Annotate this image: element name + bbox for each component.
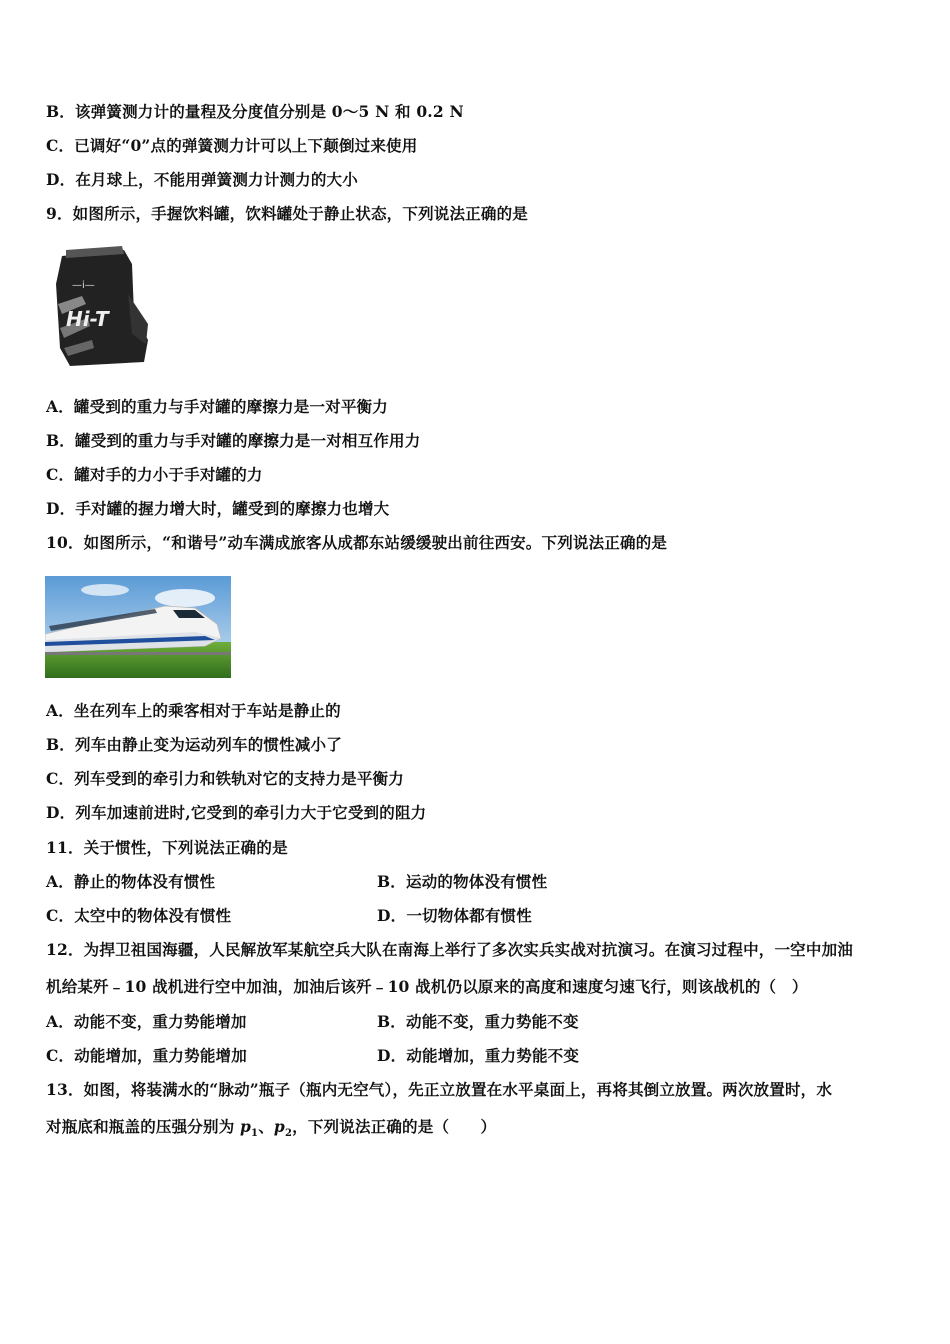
pressure-sub-2: 2 — [284, 1128, 293, 1140]
q13-stem-line-1: 13．如图，将装满水的“脉动”瓶子（瓶内无空气），先正立放置在水平桌面上，再将其倒立放置。两次放置时，水 — [46, 1080, 833, 1099]
q11-option-c: C．太空中的物体没有惯性 — [46, 906, 232, 925]
q12-options-row-2 — [46, 1046, 746, 1066]
q8-option-b — [46, 102, 464, 122]
option-text: C．已调好“0”点的弹簧测力计可以上下颠倒过来使用 — [46, 136, 418, 155]
pressure-symbol-1: p — [240, 1117, 252, 1136]
q9-option-d: D．手对罐的握力增大时，罐受到的摩擦力也增大 — [46, 499, 390, 518]
can-label: Hi-T — [66, 307, 109, 331]
q11-option-b: B．运动的物体没有惯性 — [377, 872, 548, 891]
q9-option-c: C．罐对手的力小于手对罐的力 — [46, 465, 263, 484]
q12-stem-line-1: 12．为捍卫祖国海疆，人民解放军某航空兵大队在南海上举行了多次实兵实战对抗演习。在演习过程中，一空中加油 — [46, 940, 853, 959]
q9-can-image — [52, 244, 152, 372]
q13-stem-suffix: ，下列说法正确的是（ ） — [292, 1117, 497, 1136]
q10-option-b: B．列车由静止变为运动列车的惯性减小了 — [46, 735, 342, 754]
can-label-small: —i— — [72, 280, 95, 291]
q11-options-row-2 — [46, 906, 746, 926]
option-text: B．该弹簧测力计的量程及分度值分别是 0～5 N 和 0.2 N — [46, 102, 464, 121]
q11-stem: 11．关于惯性，下列说法正确的是 — [46, 838, 288, 857]
q8-option-d — [46, 170, 358, 190]
pressure-symbol-2: p — [273, 1117, 285, 1136]
train-figure — [45, 576, 231, 678]
q12-options-row-1 — [46, 1012, 746, 1032]
q11-options-row-1 — [46, 872, 746, 892]
hand-holding-can-figure — [52, 244, 152, 372]
q12-option-a: A．动能不变，重力势能增加 — [46, 1012, 247, 1031]
q9-option-a: A．罐受到的重力与手对罐的摩擦力是一对平衡力 — [46, 397, 388, 416]
q8-option-c — [46, 136, 417, 156]
q9-option-b: B．罐受到的重力与手对罐的摩擦力是一对相互作用力 — [46, 431, 421, 450]
option-text: D．在月球上，不能用弹簧测力计测力的大小 — [46, 170, 358, 189]
q12-stem-line-2: 机给某歼﹣10 战机进行空中加油，加油后该歼﹣10 战机仍以原来的高度和速度匀速飞行，则该战机的（ ） — [46, 977, 808, 996]
q10-option-a: A．坐在列车上的乘客相对于车站是静止的 — [46, 701, 341, 720]
pressure-sub-1: 1 — [251, 1128, 259, 1140]
q12-option-d: D．动能增加，重力势能不变 — [377, 1046, 580, 1065]
q10-option-c: C．列车受到的牵引力和铁轨对它的支持力是平衡力 — [46, 769, 404, 788]
q11-option-d: D．一切物体都有惯性 — [377, 906, 532, 925]
q12-option-b: B．动能不变，重力势能不变 — [377, 1012, 579, 1031]
q11-option-a: A．静止的物体没有惯性 — [46, 872, 216, 891]
q10-train-image — [45, 576, 231, 678]
q13-stem-prefix: 对瓶底和瓶盖的压强分别为 — [46, 1117, 240, 1136]
q13-stem-line-2 — [46, 1117, 496, 1144]
q10-stem: 10．如图所示，“和谐号”动车满成旅客从成都东站缓缓驶出前往西安。下列说法正确的是 — [46, 533, 668, 552]
q9-stem: 9．如图所示，手握饮料罐，饮料罐处于静止状态，下列说法正确的是 — [46, 204, 528, 223]
q12-option-c: C．动能增加，重力势能增加 — [46, 1046, 247, 1065]
q10-option-d: D．列车加速前进时,它受到的牵引力大于它受到的阻力 — [46, 803, 427, 822]
q13-separator: 、 — [258, 1117, 274, 1136]
